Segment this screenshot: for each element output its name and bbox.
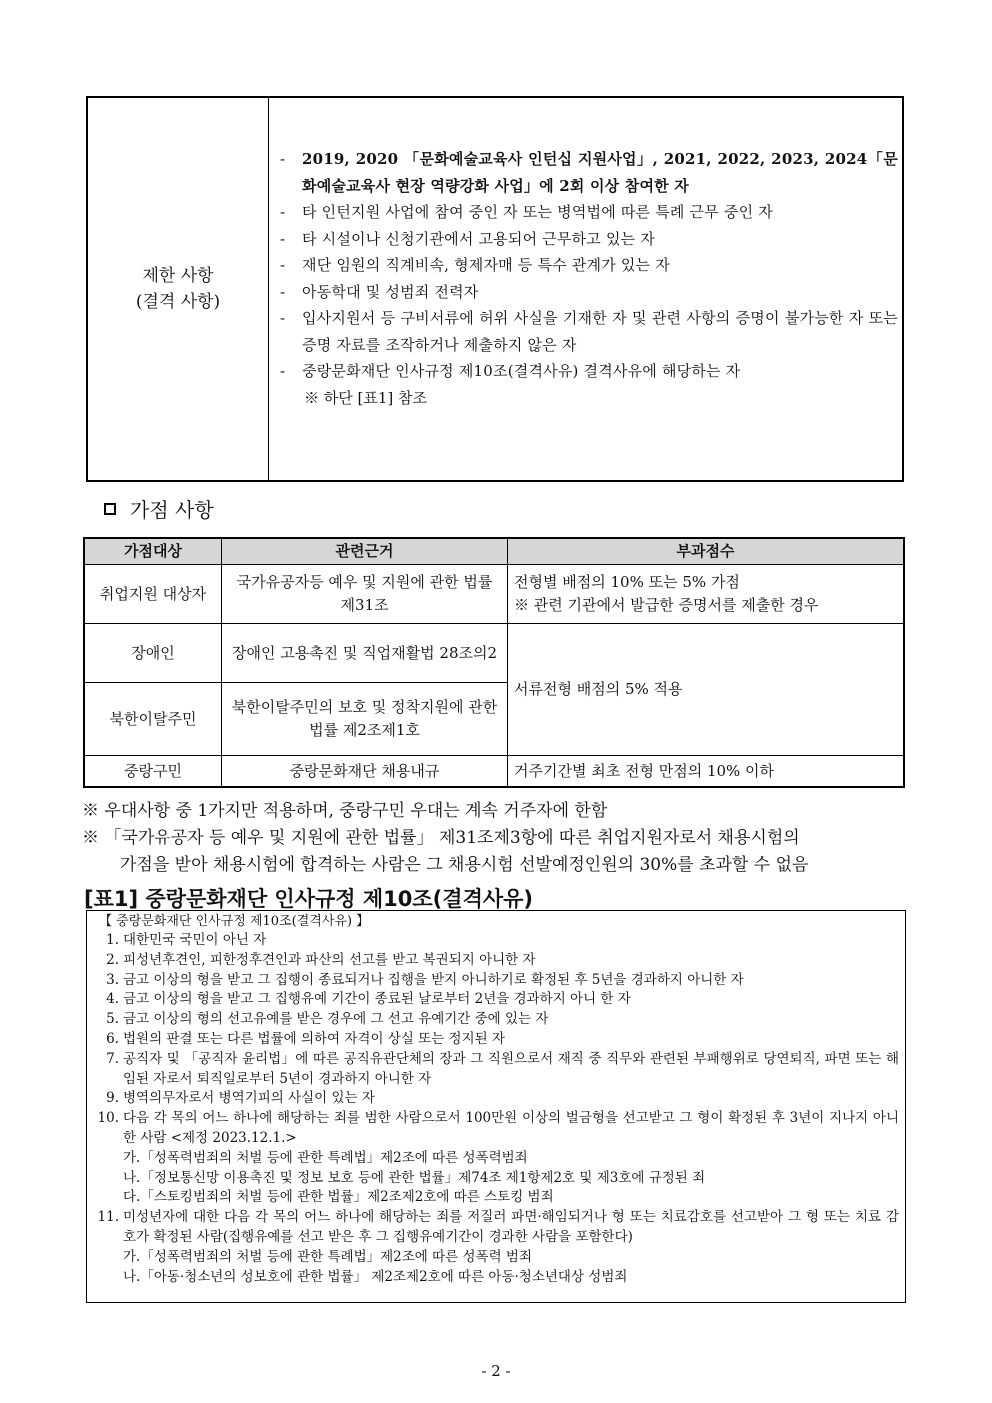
table1-box bbox=[86, 910, 906, 1303]
cell-target: 취업지원 대상자 bbox=[84, 565, 222, 624]
note-preference: ※ 우대사항 중 1가지만 적용하며, 중랑구민 우대는 계속 거주자에 한함 bbox=[82, 801, 608, 821]
law-item bbox=[93, 1109, 899, 1149]
bonus-heading bbox=[104, 494, 214, 523]
restriction-item: - 타 시설이나 신청기관에서 고용되어 근무하고 있는 자 bbox=[280, 226, 898, 253]
law-subitem: 다.「스토킹범죄의 처벌 등에 관한 법률」제2조제2호에 따른 스토킹 범죄 bbox=[123, 1189, 554, 1206]
law-item bbox=[93, 1208, 899, 1248]
law-item bbox=[93, 990, 899, 1010]
bonus-heading-text: 가점 사항 bbox=[130, 498, 214, 522]
law-subitem: 나.「정보통신망 이용촉진 및 정보 보호 등에 관한 법률」제74조 제1항제2호 및 제3호에 규정된 죄 bbox=[123, 1169, 706, 1186]
header-score: 부과점수 bbox=[508, 538, 905, 565]
restriction-item: - 재단 임원의 직계비속, 형제자매 등 특수 관계가 있는 자 bbox=[280, 252, 898, 279]
cell-score: 거주기간별 최초 전형 만점의 10% 이하 bbox=[508, 756, 905, 788]
bonus-table bbox=[83, 537, 905, 788]
cell-basis: 장애인 고용촉진 및 직업재활법 28조의2 bbox=[222, 624, 508, 683]
restrictions-label-line1: 제한 사항 bbox=[142, 266, 214, 286]
restriction-text: 아동학대 및 성범죄 전력자 bbox=[302, 282, 479, 301]
law-text: 병역의무자로서 병역기피의 사실이 있는 자 bbox=[123, 1090, 375, 1107]
note-veterans-line1: ※ 「국가유공자 등 예우 및 지원에 관한 법률」 제31조제3항에 따른 취업지원자로서 채용시험의 bbox=[82, 828, 800, 848]
checkbox-square-icon bbox=[104, 503, 116, 515]
law-num: 1. bbox=[106, 932, 119, 948]
table-row bbox=[84, 624, 904, 683]
restrictions-box bbox=[86, 96, 904, 482]
law-item bbox=[93, 931, 899, 951]
cell-target: 장애인 bbox=[84, 624, 222, 683]
law-text: 피성년후견인, 피한정후견인과 파산의 선고를 받고 복권되지 아니한 자 bbox=[123, 951, 536, 968]
table1-head: 【 중랑문화재단 인사규정 제10조(결격사유) 】 bbox=[99, 914, 370, 929]
restriction-item: - 타 인턴지원 사업에 참여 중인 자 또는 병역법에 따른 특례 근무 중인 자 bbox=[280, 199, 898, 226]
law-text: 금고 이상의 형의 선고유예를 받은 경우에 그 선고 유예기간 중에 있는 자 bbox=[123, 1011, 549, 1028]
cell-basis: 중랑문화재단 채용내규 bbox=[222, 756, 508, 788]
law-text: 금고 이상의 형을 받고 그 집행이 종료되거나 집행을 받지 아니하기로 확정된 후 5년을 경과하지 아니한 자 bbox=[123, 971, 744, 988]
score-line2: ※ 관련 기관에서 발급한 증명서를 제출한 경우 bbox=[514, 596, 819, 614]
law-num: 2. bbox=[106, 951, 119, 968]
law-item bbox=[93, 1050, 899, 1090]
note-veterans bbox=[82, 825, 912, 879]
cell-score: 서류전형 배점의 5% 적용 bbox=[508, 624, 905, 756]
law-item bbox=[93, 1089, 899, 1109]
law-num: 6. bbox=[106, 1030, 119, 1047]
restriction-item: - 입사지원서 등 구비서류에 허위 사실을 기재한 자 및 관련 사항의 증명이 불가능한 자 또는 증명 자료를 조작하거나 제출하지 않은 자 bbox=[280, 305, 898, 358]
table1-title: [표1] 중랑문화재단 인사규정 제10조(결격사유) bbox=[84, 887, 534, 911]
law-text: 공직자 및 「공직자 윤리법」에 따른 공직유관단체의 장과 그 직원으로서 재직 중 직무와 관련된 부패행위로 당연퇴직, 파면 또는 해임된 자로서 퇴직일로부터 5년이 경과하지 아니한 자 bbox=[123, 1050, 899, 1087]
law-item bbox=[93, 971, 899, 991]
restrictions-label-line2: (결격 사항) bbox=[135, 292, 221, 312]
law-num: 10. bbox=[97, 1110, 119, 1127]
table-row bbox=[84, 756, 904, 788]
law-text: 대한민국 국민이 아닌 자 bbox=[123, 932, 267, 948]
law-num: 11. bbox=[97, 1209, 119, 1226]
restriction-item: - 2019, 2020 「문화예술교육사 인턴십 지원사업」, 2021, 2022, 2023, 2024「문화예술교육사 현장 역량강화 사업」에 2회 이상 참여한 자 bbox=[280, 146, 898, 199]
restrictions-content bbox=[270, 98, 902, 480]
restrictions-label bbox=[88, 98, 269, 480]
law-item bbox=[93, 951, 899, 971]
law-num: 3. bbox=[106, 971, 119, 988]
cell-basis: 북한이탈주민의 보호 및 정착지원에 관한 법률 제2조제1호 bbox=[222, 683, 508, 756]
law-text: 미성년자에 대한 다음 각 목의 어느 하나에 해당하는 죄를 저질러 파면·해임되거나 형 또는 치료감호를 선고받아 그 형 또는 치료 감호가 확정된 사람(집행유예를 선고 받은 후 그 집행유예기간이 경과한 사람을 포함한다) bbox=[123, 1209, 899, 1245]
cell-basis: 국가유공자등 예우 및 지원에 관한 법률 제31조 bbox=[222, 565, 508, 624]
restriction-text: 타 인턴지원 사업에 참여 중인 자 또는 병역법에 따른 특례 근무 중인 자 bbox=[302, 203, 773, 221]
header-basis: 관련근거 bbox=[222, 538, 508, 565]
restriction-text: 2019, 2020 「문화예술교육사 인턴십 지원사업」, 2021, 2022, 2023, 2024「문화예술교육사 현장 역량강화 사업」에 2회 이상 참여한 자 bbox=[302, 150, 898, 195]
restriction-item: - 아동학대 및 성범죄 전력자 bbox=[280, 279, 898, 306]
law-item bbox=[93, 1010, 899, 1030]
law-num: 5. bbox=[106, 1011, 119, 1028]
table-header-row bbox=[84, 538, 904, 565]
law-text: 금고 이상의 형을 받고 그 집행유예 기간이 종료된 날로부터 2년을 경과하지 아니 한 자 bbox=[123, 991, 631, 1008]
restriction-text: 중랑문화재단 인사규정 제10조(결격사유) 결격사유에 해당하는 자 bbox=[302, 362, 741, 380]
note-veterans-line2: 가점을 받아 채용시험에 합격하는 사람은 그 채용시험 선발예정인원의 30%를 초과할 수 없음 bbox=[120, 855, 809, 875]
law-subitem: 나.「아동·청소년의 성보호에 관한 법률」 제2조제2호에 따른 아동·청소년대상 성범죄 bbox=[123, 1268, 628, 1285]
law-item bbox=[93, 1030, 899, 1050]
law-subitem: 가.「성폭력범죄의 처벌 등에 관한 특례법」제2조에 따른 성폭력 범죄 bbox=[123, 1248, 532, 1265]
table-row bbox=[84, 565, 904, 624]
restriction-note: ※ 하단 [표1] 참조 bbox=[304, 388, 428, 407]
cell-target: 중랑구민 bbox=[84, 756, 222, 788]
cell-score bbox=[508, 565, 905, 624]
law-subitem: 가.「성폭력범죄의 처벌 등에 관한 특례법」제2조에 따른 성폭력범죄 bbox=[123, 1149, 528, 1166]
score-line1: 전형별 배점의 10% 또는 5% 가점 bbox=[514, 573, 740, 591]
law-text: 다음 각 목의 어느 하나에 해당하는 죄를 범한 사람으로서 100만원 이상의 벌금형을 선고받고 그 형이 확정된 후 3년이 지나지 아니한 사람 <제정 2023.12.1.> bbox=[123, 1110, 899, 1146]
page-number: - 2 - bbox=[481, 1362, 511, 1380]
restriction-text: 입사지원서 등 구비서류에 허위 사실을 기재한 자 및 관련 사항의 증명이 불가능한 자 또는 증명 자료를 조작하거나 제출하지 않은 자 bbox=[302, 309, 898, 354]
restriction-item: - 중랑문화재단 인사규정 제10조(결격사유) 결격사유에 해당하는 자 bbox=[280, 358, 898, 385]
header-target: 가점대상 bbox=[84, 538, 222, 565]
restriction-text: 타 시설이나 신청기관에서 고용되어 근무하고 있는 자 bbox=[302, 229, 655, 248]
law-num: 9. bbox=[106, 1090, 119, 1107]
restriction-text: 재단 임원의 직계비속, 형제자매 등 특수 관계가 있는 자 bbox=[302, 256, 670, 274]
cell-target: 북한이탈주민 bbox=[84, 683, 222, 756]
law-num: 7. bbox=[106, 1050, 119, 1067]
law-num: 4. bbox=[106, 991, 119, 1008]
law-text: 법원의 판결 또는 다른 법률에 의하여 자격이 상실 또는 정지된 자 bbox=[123, 1030, 505, 1047]
